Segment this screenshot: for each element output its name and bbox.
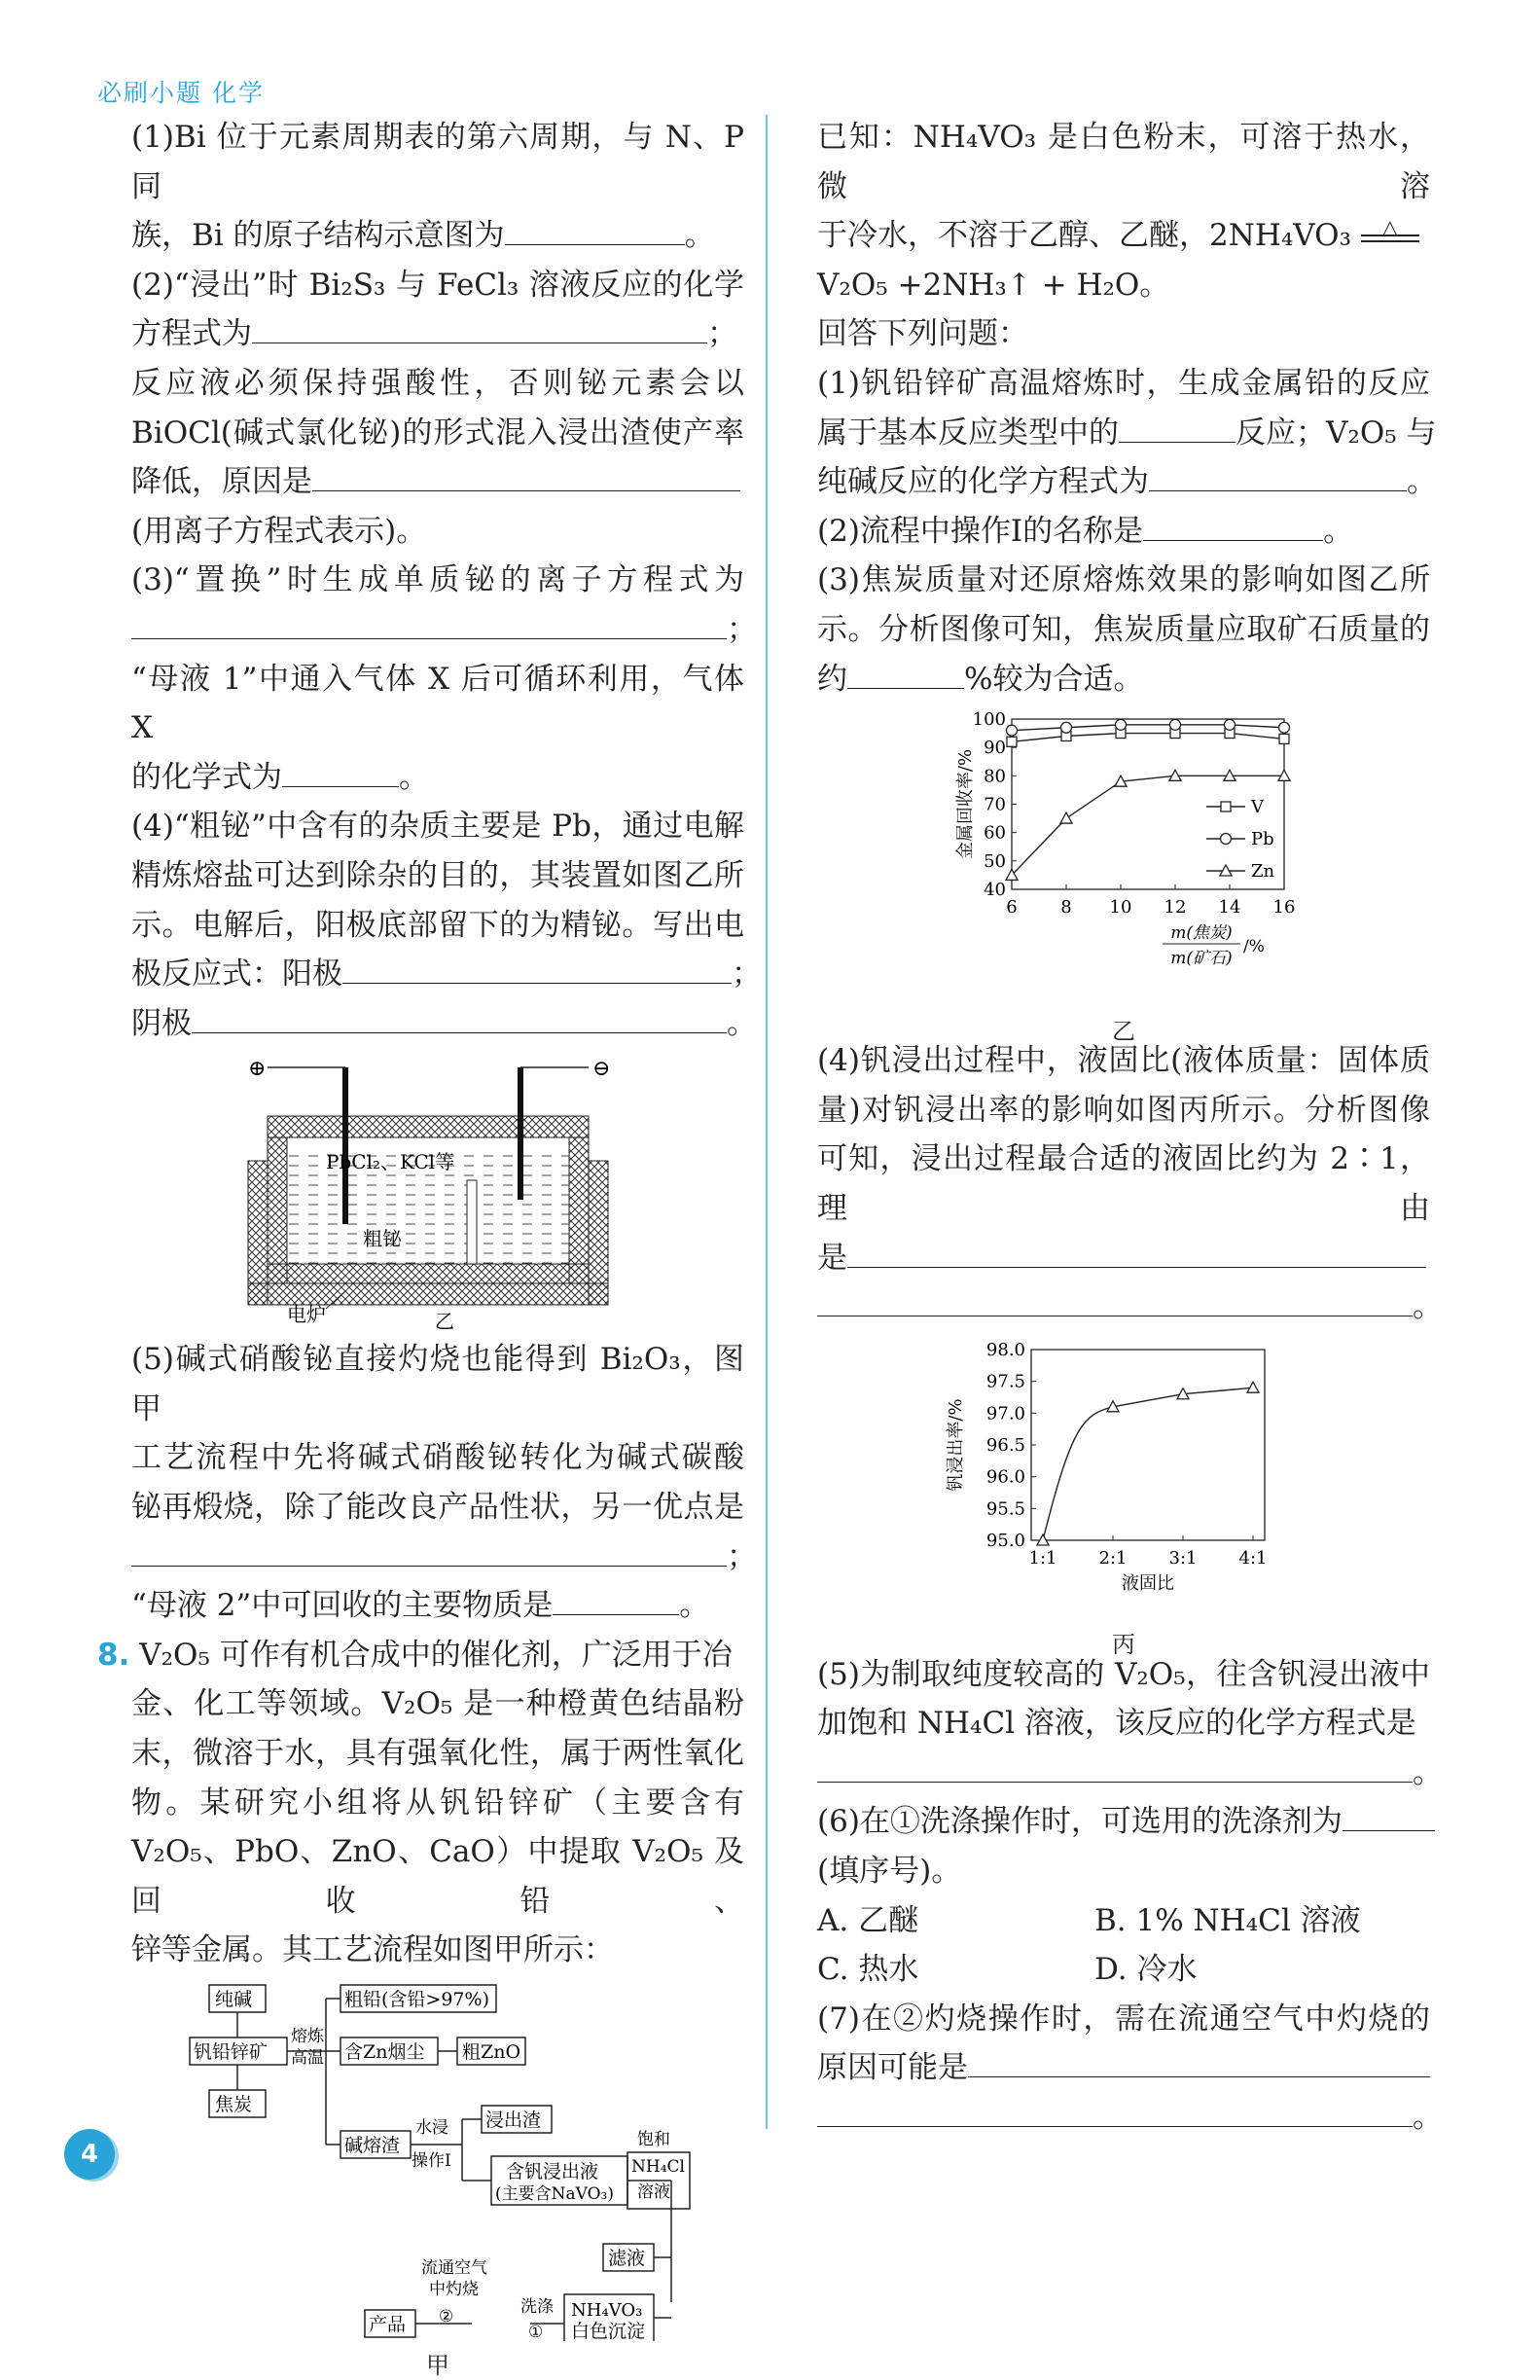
answer-blank[interactable] <box>968 2045 1430 2077</box>
crude-pb-label: 粗铅(含铅>97%) <box>344 1989 489 2010</box>
series-line-Pb <box>1012 725 1284 731</box>
r6-line2: (填序号)。 <box>817 1854 962 1890</box>
r1-line2: 属于基本反应类型中的 反应；V₂O₅ 与 <box>817 409 1430 458</box>
answer-blank[interactable] <box>847 657 964 689</box>
chart-yi-figure <box>817 709 1430 1045</box>
q8-line4: 物。某研究小组将从钒铅锌矿（主要含有 <box>131 1785 744 1821</box>
q4-line1: (4)“粗铋”中含有的杂质主要是 Pb，通过电解 <box>131 809 744 845</box>
data-point <box>1247 1382 1259 1392</box>
column-divider <box>766 115 768 2129</box>
y-tick-label: 96.5 <box>985 1434 1025 1456</box>
known-line2: 于冷水，不溶于乙醇、乙醚，2NH₄VO₃ △ <box>817 211 1430 261</box>
y-tick-label: 90 <box>984 738 1006 759</box>
wash-label: 洗涤 <box>520 2297 554 2317</box>
answer-blank[interactable] <box>1119 411 1236 443</box>
y-axis-label: 钒浸出率/% <box>946 1398 966 1492</box>
data-point-V <box>1279 735 1289 744</box>
leach-label-2: 操作Ⅰ <box>412 2151 451 2171</box>
heat-arrow: △ <box>1361 216 1419 242</box>
answer-blank[interactable] <box>1343 1799 1435 1831</box>
legend-label: Pb <box>1251 829 1274 850</box>
known-line1: 已知：NH₄VO₃ 是白色粉末，可溶于热水，微溶 <box>817 120 1430 204</box>
y-tick-label: 95.0 <box>985 1530 1025 1551</box>
y-tick-label: 100 <box>972 709 1006 731</box>
r1-line1: (1)钒铅锌矿高温熔炼时，生成金属铅的反应 <box>817 365 1430 401</box>
r4-line4: 是 <box>817 1234 1430 1283</box>
x-label-unit: /% <box>1243 937 1265 957</box>
r4-line5: 。 <box>817 1282 1430 1332</box>
answer-blank[interactable] <box>505 213 685 245</box>
question-number: 8. <box>97 1637 130 1673</box>
chart-bing-caption: 丙 <box>1112 1631 1135 1659</box>
data-point-Zn <box>1060 812 1072 823</box>
zn-dust-label: 含Zn烟尘 <box>344 2041 425 2063</box>
q4-line4: 极反应式：阳极 ； <box>131 950 744 999</box>
x-tick-label: 14 <box>1218 897 1241 919</box>
smelt-label-1: 熔炼 <box>291 2027 324 2046</box>
x-tick-label: 6 <box>1006 897 1018 919</box>
x-tick-label: 2:1 <box>1098 1547 1128 1569</box>
flowchart-figure <box>131 1981 744 2379</box>
q1-line1: (1)Bi 位于元素周期表的第六周期，与 N、P 同 <box>131 120 744 204</box>
chart-yi-caption: 乙 <box>1112 1017 1135 1045</box>
x-tick-label: 4:1 <box>1238 1547 1268 1569</box>
legend-label: Zn <box>1251 861 1275 883</box>
r5-line3: 。 <box>817 1749 1430 1798</box>
legend-marker <box>1221 802 1231 811</box>
left-column <box>97 113 762 2379</box>
ppt-label-1: NH₄VO₃ <box>571 2300 643 2321</box>
known-line3: V₂O₅ +2NH₃↑ + H₂O。 <box>817 267 1170 303</box>
data-point-Pb <box>1225 719 1236 730</box>
ore-label: 钒铅锌矿 <box>194 2041 269 2063</box>
q5-line1: (5)碱式硝酸铋直接灼烧也能得到 Bi₂O₃，图甲 <box>131 1342 744 1426</box>
nh4cl-label-2: NH₄Cl <box>631 2157 685 2177</box>
answer-blank[interactable] <box>282 755 399 787</box>
series-line-V <box>1012 734 1284 742</box>
x-tick-label: 3:1 <box>1168 1547 1198 1569</box>
x-tick-label: 8 <box>1060 897 1072 919</box>
q2-line1: (2)“浸出”时 Bi₂S₃ 与 FeCl₃ 溶液反应的化学 <box>131 267 744 303</box>
x-axis-label <box>1163 923 1265 968</box>
chart-bing-figure <box>817 1338 1430 1659</box>
q5-line5: “母液 2”中可回收的主要物质是 。 <box>131 1581 744 1631</box>
electrolysis-figure <box>131 1054 744 1329</box>
legend-marker <box>1221 834 1232 845</box>
leach-label-1: 水浸 <box>415 2118 448 2138</box>
minus-terminal-icon: ⊖ <box>592 1057 611 1082</box>
q5-line4: ； <box>131 1533 744 1582</box>
r5-line2: 加饱和 NH₄Cl 溶液，该反应的化学方程式是 <box>817 1706 1416 1742</box>
answer-blank[interactable] <box>817 1284 1413 1316</box>
r4-line1: (4)钒浸出过程中，液固比(液体质量：固体质 <box>817 1043 1430 1079</box>
smelt-label-2: 高温 <box>291 2048 324 2068</box>
y-tick-label: 96.0 <box>985 1466 1025 1488</box>
fig-caption: 乙 <box>435 1310 454 1330</box>
chart-bing <box>817 1338 1430 1615</box>
r5-line1: (5)为制取纯度较高的 V₂O₅，往含钒浸出液中 <box>817 1656 1430 1692</box>
x-tick-label: 12 <box>1164 897 1187 919</box>
q4-line3: 示。电解后，阳极底部留下的为精铋。写出电 <box>131 907 744 943</box>
crude-bi-label: 粗铋 <box>363 1227 402 1251</box>
step1-label: ① <box>528 2323 544 2341</box>
q2-line6: (用离子方程式表示)。 <box>131 513 427 549</box>
filtrate-label: 滤液 <box>608 2248 646 2269</box>
y-tick-label: 40 <box>984 880 1006 901</box>
data-point-Pb <box>1007 725 1018 736</box>
data-point-V <box>1007 737 1017 746</box>
y-tick-label: 97.0 <box>985 1403 1025 1424</box>
r3-line2: 示。分析图像可知，焦炭质量应取矿石质量的 <box>817 611 1430 647</box>
x-axis-label: 液固比 <box>1122 1572 1174 1594</box>
q3-line2: ； <box>131 605 744 655</box>
r7-line1: (7)在②灼烧操作时，需在流通空气中灼烧的 <box>817 2001 1430 2037</box>
data-point-Pb <box>1170 719 1181 730</box>
burn-label-2: 中灼烧 <box>429 2280 479 2299</box>
right-column <box>817 113 1443 2143</box>
plus-terminal-icon: ⊕ <box>248 1057 267 1082</box>
q5-line2: 工艺流程中先将碱式硝酸铋转化为碱式碳酸 <box>131 1440 744 1476</box>
q3-line4: 的化学式为 。 <box>131 753 744 803</box>
ppt-label-2: 白色沉淀 <box>571 2321 646 2341</box>
chart-yi <box>817 709 1430 1001</box>
option-c[interactable]: C. 热水 <box>817 1952 919 1988</box>
crude-zno-label: 粗ZnO <box>462 2041 521 2063</box>
answer-blank[interactable] <box>847 1236 1426 1268</box>
answer-blank[interactable] <box>817 1750 1413 1783</box>
y-tick-label: 80 <box>984 766 1006 787</box>
x-tick-label: 1:1 <box>1028 1547 1057 1569</box>
q5-line3: 铋再煅烧，除了能改良产品性状，另一优点是 <box>131 1490 744 1526</box>
y-tick-label: 70 <box>984 794 1006 815</box>
data-point-Pb <box>1279 722 1290 733</box>
known-line4: 回答下列问题： <box>817 316 1028 352</box>
nh4cl-label-3: 溶液 <box>637 2182 670 2202</box>
electrolysis-diagram <box>131 1054 744 1329</box>
x-tick-label: 10 <box>1109 897 1132 919</box>
coke-label: 焦炭 <box>215 2094 253 2115</box>
q8-line6: 锌等金属。其工艺流程如图甲所示： <box>131 1932 614 1968</box>
r7-line3: 。 <box>817 2093 1430 2143</box>
q8-line2: 金、化工等领域。V₂O₅ 是一种橙黄色结晶粉 <box>131 1686 744 1722</box>
answer-blank[interactable] <box>342 952 732 984</box>
y-tick-label: 97.5 <box>985 1371 1025 1392</box>
x-label-numerator: m(焦炭) <box>1170 923 1233 944</box>
answer-blank[interactable] <box>192 1001 727 1033</box>
furnace-label: 电炉 <box>287 1303 326 1327</box>
q2-line4: BiOCl(碱式氯化铋)的形式混入浸出渣使产率 <box>131 415 744 451</box>
q4-line5: 阴极 。 <box>131 999 744 1049</box>
x-label-denominator: m(矿石) <box>1170 949 1233 969</box>
q1-line2: 族，Bi 的原子结构示意图为 。 <box>131 211 744 261</box>
r6-options-ab <box>817 1896 1430 1946</box>
q8-line5: V₂O₅、PbO、ZnO、CaO）中提取 V₂O₅ 及回收铅、 <box>131 1834 744 1919</box>
answer-blank[interactable] <box>252 311 707 343</box>
r6-options-cd <box>817 1945 1430 1995</box>
option-b[interactable]: B. 1% NH₄Cl 溶液 <box>1094 1902 1361 1938</box>
answer-blank[interactable] <box>817 2095 1413 2127</box>
flowchart-caption: 甲 <box>426 2351 449 2379</box>
plot-frame <box>1031 1350 1265 1540</box>
soda-label: 纯碱 <box>215 1989 253 2010</box>
q3-line1: (3)“置换”时生成单质铋的离子方程式为 <box>131 562 744 598</box>
answer-blank[interactable] <box>1143 509 1323 541</box>
residue-label: 浸出渣 <box>485 2110 542 2131</box>
series-line-Zn <box>1012 775 1284 875</box>
answer-blank[interactable] <box>312 459 740 491</box>
r6-line1: (6)在①洗涤操作时，可选用的洗涤剂为 <box>817 1797 1430 1847</box>
y-tick-label: 98.0 <box>985 1339 1025 1360</box>
nh4cl-label-1: 饱和 <box>637 2130 670 2149</box>
series-line <box>1043 1388 1253 1540</box>
y-tick-label: 60 <box>984 822 1006 844</box>
page-header: 必刷小题 化学 <box>97 79 265 107</box>
r3-line1: (3)焦炭质量对还原熔炼效果的影响如图乙所 <box>817 562 1430 598</box>
answer-blank[interactable] <box>1149 459 1407 491</box>
q2-line2: 方程式为 ； <box>131 309 744 359</box>
q3-line3: “母液 1”中通入气体 X 后可循环利用，气体 X <box>131 661 744 746</box>
r7-line2: 原因可能是 <box>817 2043 1430 2093</box>
r1-line3: 纯碱反应的化学方程式为 。 <box>817 457 1430 507</box>
answer-blank[interactable] <box>131 1534 727 1567</box>
q2-line3: 反应液必须保持强酸性，否则铋元素会以 <box>131 365 744 401</box>
option-a[interactable]: A. 乙醚 <box>817 1902 919 1938</box>
q8-line3: 末，微溶于水，具有强氧化性，属于两性氧化 <box>131 1736 744 1772</box>
slag-label: 碱熔渣 <box>344 2135 401 2156</box>
answer-blank[interactable] <box>553 1583 679 1615</box>
q2-line5: 降低，原因是 <box>131 457 744 507</box>
r4-line3: 可知，浸出过程最合适的液固比约为 2∶1，理由 <box>817 1141 1430 1226</box>
step2-label: ② <box>439 2307 454 2326</box>
flowchart-diagram <box>131 1981 744 2341</box>
y-tick-label: 50 <box>984 850 1006 872</box>
salt-label: PbCl₂、KCl等 <box>326 1150 455 1174</box>
vsol-label-1: 含钒浸出液 <box>506 2161 599 2182</box>
r4-line2: 量)对钒浸出率的影响如图丙所示。分析图像 <box>817 1092 1430 1128</box>
q8-line1: 8. V₂O₅ 可作有机合成中的催化剂，广泛用于冶 <box>97 1637 733 1673</box>
y-tick-label: 95.5 <box>985 1498 1025 1520</box>
data-point-Pb <box>1116 719 1127 730</box>
burn-label-1: 流通空气 <box>421 2258 487 2278</box>
page-number: 4 <box>64 2129 115 2180</box>
product-label: 产品 <box>369 2314 407 2335</box>
r3-line3: 约 %较为合适。 <box>817 655 1430 704</box>
q4-line2: 精炼熔盐可达到除杂的目的，其装置如图乙所 <box>131 857 744 893</box>
vsol-label-2: (主要含NaVO₃) <box>495 2184 615 2204</box>
legend-label: V <box>1251 797 1264 818</box>
data-point-Pb <box>1061 722 1072 733</box>
r2-line1: (2)流程中操作Ⅰ的名称是 。 <box>817 507 1430 557</box>
answer-blank[interactable] <box>131 607 727 639</box>
plot-frame <box>1012 719 1284 889</box>
x-tick-label: 16 <box>1272 897 1296 919</box>
y-axis-label: 金属回收率/% <box>955 749 976 860</box>
option-d[interactable]: D. 冷水 <box>1094 1952 1198 1988</box>
